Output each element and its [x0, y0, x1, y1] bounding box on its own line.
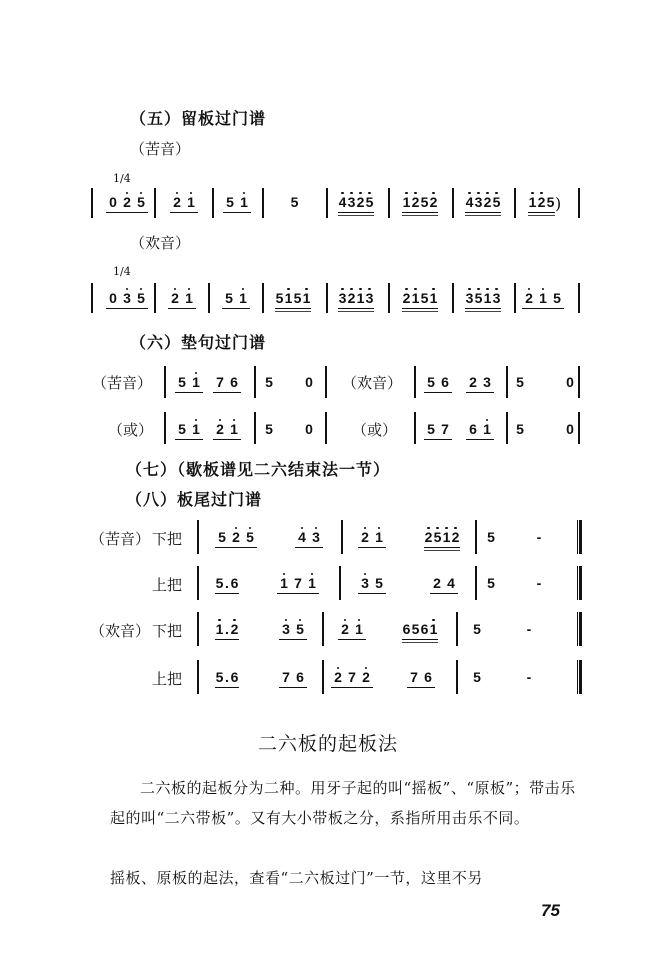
measure: 5 -: [487, 575, 542, 591]
barline: [197, 566, 199, 600]
barline: [341, 520, 343, 554]
measure: 5 1 2 1: [175, 421, 241, 443]
paragraph: 二六板的起板分为二种。用牙子起的叫“摇板”、“原板”；带击乐起的叫“二六带板”。又有大小带板之分，系指所用击乐不同。: [110, 779, 576, 827]
label-joyful: （欢音）: [90, 622, 151, 640]
measure: 5 1 5 1: [275, 290, 311, 312]
barline: [91, 188, 93, 218]
final-barline: [577, 612, 582, 646]
section-heading-eight: （八）板尾过门谱: [126, 490, 263, 509]
barline: [197, 612, 199, 646]
measure: 5 -: [487, 529, 542, 545]
section-heading-six: （六）垫句过门谱: [130, 333, 267, 352]
final-barline: [577, 520, 582, 554]
measure: 3 5 1 3: [465, 290, 501, 312]
barline: [456, 612, 458, 646]
barline: [154, 188, 156, 218]
barline: [452, 188, 454, 218]
measure: 2 1: [168, 290, 196, 312]
measure: 5 0: [516, 374, 574, 390]
measure: 0 3 5: [106, 290, 148, 312]
barline: [325, 412, 327, 444]
barline: [325, 366, 327, 398]
section-heading-five: （五）留板过门谱: [130, 109, 267, 128]
barline: [452, 283, 454, 313]
barline: [262, 188, 264, 218]
measure: 5 . 6 1 7 1: [215, 575, 319, 597]
final-barline: [577, 660, 582, 694]
measure: 2 1 5: [522, 290, 564, 312]
barline: [197, 660, 199, 694]
measure: 1 2 5 2: [402, 194, 438, 216]
barline: [254, 366, 256, 398]
paragraph: 摇板、原板的起法，查看“二六板过门”一节，这里不另: [110, 869, 483, 887]
measure: 2 1 6 5 6 1: [338, 621, 438, 643]
meter-joyful: 1/4: [113, 265, 131, 278]
measure: 3 5 2 4: [358, 575, 458, 597]
barline: [514, 188, 516, 218]
measure: 4 3 2 5: [338, 194, 374, 216]
barline: [339, 566, 341, 600]
barline: [578, 188, 580, 218]
measure: 3 2 1 3: [338, 290, 374, 312]
barline: [254, 412, 256, 444]
barline: [578, 412, 580, 444]
article-title: 二六板的起板法: [258, 733, 399, 755]
barline: [475, 520, 477, 554]
measure: 5 0: [265, 374, 313, 390]
measure: 1 2 5 ): [528, 194, 561, 216]
barline: [414, 412, 416, 444]
measure: 5 1: [223, 194, 251, 216]
final-barline: [577, 566, 582, 600]
barline: [506, 412, 508, 444]
barline: [578, 283, 580, 313]
barline: [326, 283, 328, 313]
measure: 5 0: [516, 421, 574, 437]
measure: 2 1 5 1: [402, 290, 438, 312]
measure: 5: [290, 194, 299, 210]
label-upper-grip: 上把: [152, 670, 183, 688]
barline: [212, 188, 214, 218]
barline: [164, 366, 166, 398]
barline: [388, 283, 390, 313]
barline: [197, 520, 199, 554]
measure: 4 3 2 5: [465, 194, 501, 216]
measure: 2 1: [170, 194, 198, 216]
measure: 5 1: [222, 290, 250, 312]
barline: [322, 612, 324, 646]
barline: [154, 283, 156, 313]
barline: [262, 283, 264, 313]
measure: 5 1 7 6: [175, 374, 241, 396]
measure: 5 -: [473, 669, 532, 685]
measure: 5 7 6 1: [424, 421, 494, 443]
label-bitter: （苦音）: [92, 374, 153, 392]
barline: [414, 366, 416, 398]
measure: 5 . 6 7 6: [215, 669, 307, 691]
label-bitter: （苦音）: [90, 530, 151, 548]
barline: [506, 366, 508, 398]
label-lower-grip: 下把: [152, 530, 183, 548]
label-or: （或）: [108, 421, 154, 439]
label-bitter: （苦音）: [130, 140, 191, 158]
measure: 5 0: [265, 421, 313, 437]
barline: [322, 660, 324, 694]
measure: 2 1 2 5 1 2: [358, 529, 460, 551]
barline: [475, 566, 477, 600]
measure: 5 2 5 4 3: [215, 529, 323, 551]
label-joyful: （欢音）: [342, 374, 403, 392]
barline: [578, 366, 580, 398]
barline: [208, 283, 210, 313]
page-number: 75: [541, 901, 560, 920]
label-joyful: （欢音）: [130, 234, 191, 252]
measure: 0 2 5: [106, 194, 148, 216]
label-or: （或）: [352, 421, 398, 439]
section-heading-seven: （七）（歇板谱见二六结束法一节）: [126, 460, 391, 479]
barline: [164, 412, 166, 444]
barline: [91, 283, 93, 313]
measure: 5 -: [473, 621, 532, 637]
measure: 2 7 2 7 6: [331, 669, 435, 691]
barline: [326, 188, 328, 218]
label-lower-grip: 下把: [152, 622, 183, 640]
barline: [388, 188, 390, 218]
measure: 5 6 2 3: [424, 374, 494, 396]
barline: [456, 660, 458, 694]
measure: 1 . 2 3 5: [215, 621, 307, 643]
label-upper-grip: 上把: [152, 576, 183, 594]
barline: [514, 283, 516, 313]
meter-bitter: 1/4: [113, 172, 131, 185]
